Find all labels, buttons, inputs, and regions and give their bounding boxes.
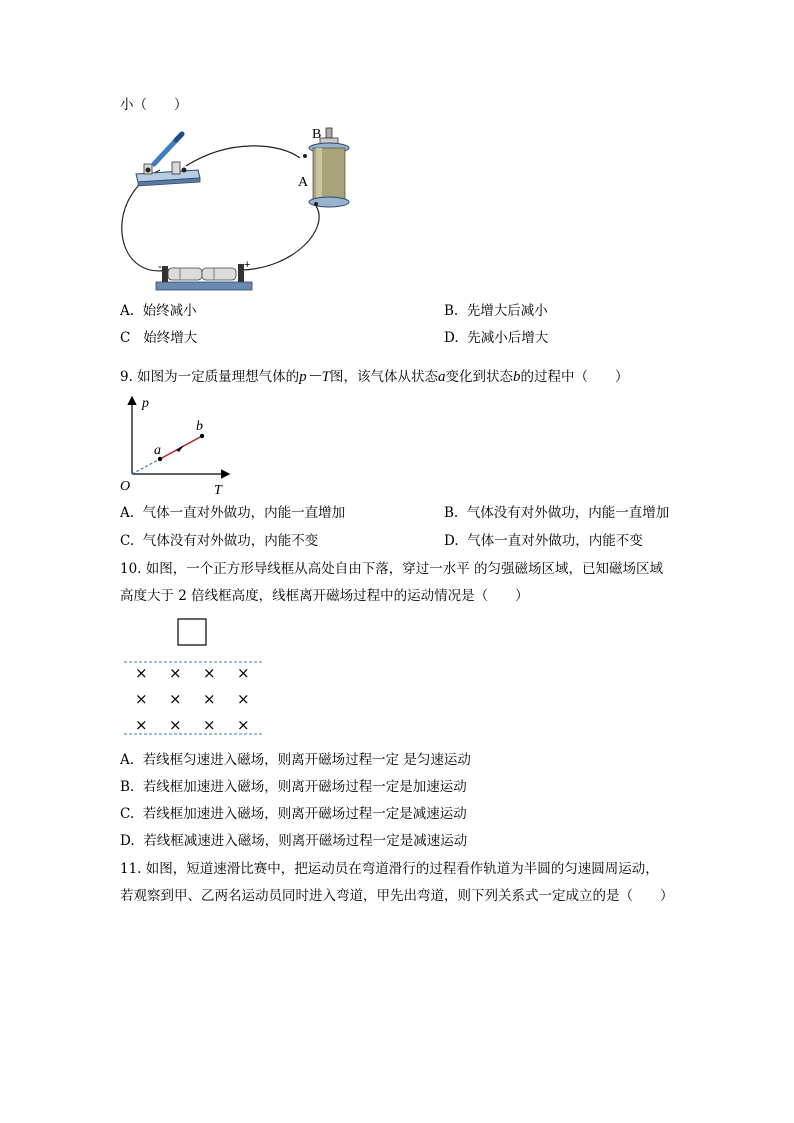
circuit-wire-top [186,146,300,166]
q9-option-c[interactable] [120,532,318,550]
coil [303,128,349,207]
q8-option-b[interactable] [444,302,548,320]
option-text: 若线框减速进入磁场，则离开磁场过程一定是减速运动 [143,833,468,849]
field-cross: × [169,664,182,682]
option-key: B. [444,303,459,319]
q8-circuit-figure [120,118,370,300]
origin-label: O [120,479,131,494]
q9-stem-part3: 变化到状态 [445,369,514,385]
option-key: D. [120,833,135,849]
field-cross: × [135,664,148,682]
option-text: 若线框加速进入磁场，则离开磁场过程一定是减速运动 [142,806,467,822]
q10-option-d[interactable] [120,832,467,850]
option-key: C. [120,806,135,822]
q9-state-a: a [438,369,446,385]
q8-option-a[interactable] [120,302,197,320]
point-b [200,434,204,438]
y-axis-label: p [142,396,149,411]
q10-stem-line2: 高度大于 2 倍线框高度，线框离开磁场过程中的运动情况是（ ） [120,588,529,604]
option-key: A. [120,303,135,319]
q9-stem-part1: 9. 如图为一定质量理想气体的 [120,369,300,385]
q9-option-a[interactable] [120,504,345,522]
option-text: 气体没有对外做功，内能不变 [142,533,319,549]
q9-stem-part2: 图，该气体从状态 [330,369,439,385]
option-key: B. [120,779,135,795]
x-axis-label: T [214,483,222,496]
option-text: 气体没有对外做功，内能一直增加 [466,505,670,521]
q8-option-d[interactable] [444,329,548,347]
battery [156,264,252,290]
q8-stem-tail: 小（ ） [120,97,188,113]
option-key: D. [444,330,459,346]
q9-pt-graph [118,392,238,496]
option-key: A. [120,505,135,521]
option-text: 气体一直对外做功，内能一直增加 [142,505,346,521]
process-arrow [176,445,184,452]
q10-option-c[interactable] [120,805,467,823]
point-b-label: b [196,419,203,434]
coil-label-b: B [312,127,322,142]
coil-label-a: A [298,175,309,190]
q10-option-a[interactable] [120,751,471,769]
field-cross: × [203,716,216,734]
battery-minus-label: - [158,261,162,273]
field-cross: × [237,690,250,708]
option-text: 先增大后减小 [466,303,548,319]
q8-option-c[interactable] [120,329,197,347]
option-text: 先减小后增大 [467,330,549,346]
field-cross: × [135,716,148,734]
switch [136,134,200,186]
q9-option-b[interactable] [444,504,669,522]
dashed-extension [132,459,160,474]
q10-field-figure [120,612,270,740]
q9-stem-part4: 的过程中（ ） [520,369,629,385]
option-key: C [120,330,131,346]
field-cross: × [135,690,148,708]
option-text: 若线框匀速进入磁场，则离开磁场过程一定 是匀速运动 [142,752,471,768]
field-cross: × [203,690,216,708]
option-key: D. [444,533,459,549]
square-wire-loop [178,619,206,645]
option-text: 若线框加速进入磁场，则离开磁场过程一定是加速运动 [142,779,467,795]
field-cross: × [237,716,250,734]
option-text: 始终减小 [142,303,197,319]
q9-option-d[interactable] [444,532,643,550]
q9-state-b: b [513,369,521,385]
option-text: 气体一直对外做功，内能不变 [467,533,643,549]
q9-stem [120,368,629,386]
option-key: B. [444,505,459,521]
q10-stem-line1: 10. 如图，一个正方形导线框从高处自由下落，穿过一水平 的匀强磁场区域，已知磁场区域 [120,561,664,577]
battery-plus-label: + [244,259,251,271]
q10-option-b[interactable] [120,778,467,796]
field-cross: × [237,664,250,682]
q9-stem-math: p－T [299,369,331,385]
point-a-label: a [154,443,161,458]
option-key: C. [120,533,135,549]
field-cross: × [203,664,216,682]
q11-stem-line1: 11. 如图，短道速滑比赛中，把运动员在弯道滑行的过程看作轨道为半圆的匀速圆周运动， [120,861,659,877]
option-text: 始终增大 [143,330,198,346]
circuit-wire-right [242,206,319,270]
option-key: A. [120,752,135,768]
q11-stem-line2: 若观察到甲、乙两名运动员同时进入弯道，甲先出弯道，则下列关系式一定成立的是（ ） [120,888,674,904]
field-cross: × [169,716,182,734]
field-cross: × [169,690,182,708]
